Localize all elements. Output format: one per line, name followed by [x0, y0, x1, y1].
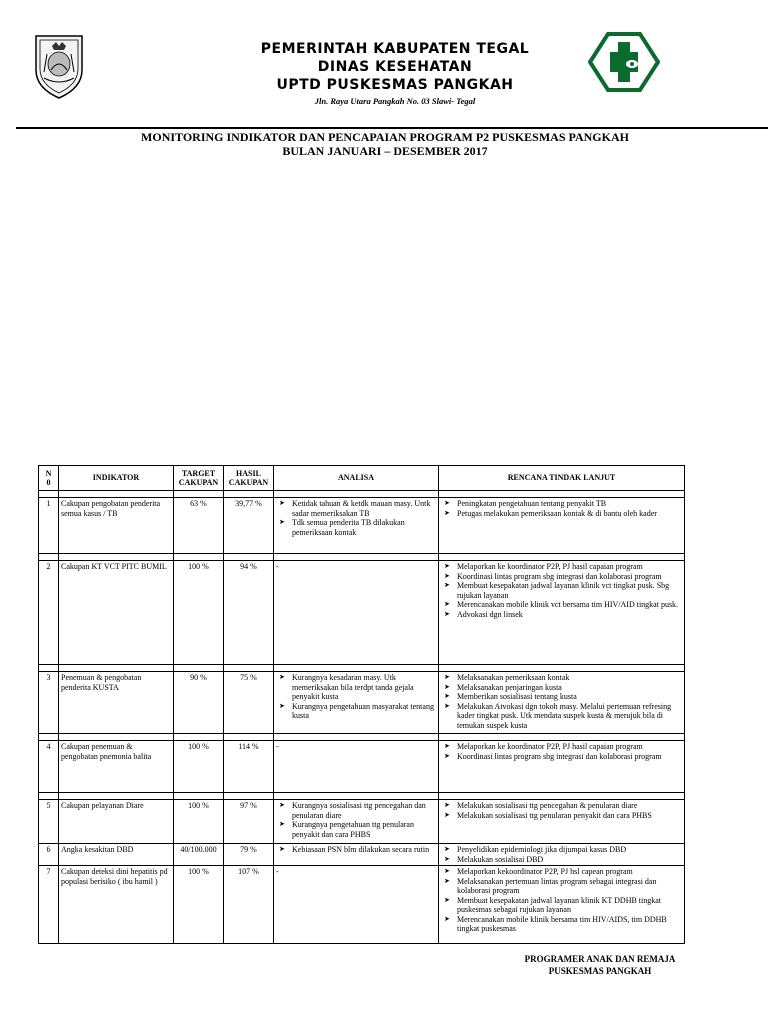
tegal-regency-emblem-icon	[30, 32, 88, 100]
row-target: 100 %	[174, 561, 224, 665]
document-title	[60, 130, 710, 158]
row-number: 7	[39, 866, 59, 944]
row-rencana-list	[441, 867, 682, 934]
table-body	[39, 491, 685, 944]
list-item: ➤ Membuat kesepakatan jadwal layanan klinik vct tingkat pusk. Sbg rujukan layanan	[457, 581, 682, 600]
table-row	[39, 741, 685, 793]
monitoring-table	[38, 465, 685, 944]
row-rencana	[439, 561, 685, 665]
spacer-row	[39, 665, 685, 672]
list-item: ➤ Kebiasaan PSN blm dilakukan secara rutin	[292, 845, 436, 855]
spacer-row	[39, 491, 685, 498]
row-hasil: 114 %	[224, 741, 274, 793]
row-analisa	[274, 672, 439, 734]
spacer-cell	[174, 665, 224, 672]
list-item: ➤ Merencanakan mobile klinik bersama tim HIV/AIDS, tim DDHB tingkat puskesmas	[457, 915, 682, 934]
spacer-cell	[39, 491, 59, 498]
row-hasil: 97 %	[224, 800, 274, 844]
list-item: ➤ Koordinasi lintas program sbg integrasi dan kolaborasi program	[457, 572, 682, 582]
spacer-cell	[224, 491, 274, 498]
row-rencana-list	[441, 801, 682, 820]
spacer-cell	[224, 554, 274, 561]
list-item: ➤ Tdk semua penderita TB dilakukan pemeriksaan kontak	[292, 518, 436, 537]
department-name: DINAS KESEHATAN	[317, 59, 473, 75]
row-rencana-list	[441, 845, 682, 864]
row-analisa	[274, 741, 439, 793]
spacer-cell	[224, 665, 274, 672]
header-target: TARGET CAKUPAN	[174, 466, 224, 491]
table-row	[39, 844, 685, 866]
spacer-cell	[174, 554, 224, 561]
signature-block	[500, 953, 700, 977]
list-item: ➤ Merencanakan mobile klinik vct bersama tim HIV/AID tingkat pusk.	[457, 600, 682, 610]
row-indikator: Cakupan KT VCT PITC BUMIL	[59, 561, 174, 665]
row-hasil: 94 %	[224, 561, 274, 665]
list-item: ➤ Kurangnya sosialisasi ttg pencegahan dan penularan diare	[292, 801, 436, 820]
spacer-cell	[59, 554, 174, 561]
spacer-cell	[39, 554, 59, 561]
spacer-cell	[439, 491, 685, 498]
spacer-cell	[224, 793, 274, 800]
header-rencana: RENCANA TINDAK LANJUT	[439, 466, 685, 491]
row-number: 1	[39, 498, 59, 554]
signature-title: PROGRAMER ANAK DAN REMAJA	[524, 954, 676, 964]
government-name: PEMERINTAH KABUPATEN TEGAL	[260, 41, 530, 57]
list-item: ➤ Memberikan sosialisasi tentang kusta	[457, 692, 682, 702]
list-item: ➤ Melaksanakan pertemuan lintas program sebagai integrasi dan kolaborasi program	[457, 877, 682, 896]
row-analisa-list	[276, 845, 436, 855]
row-rencana-list	[441, 562, 682, 619]
spacer-row	[39, 554, 685, 561]
row-rencana	[439, 800, 685, 844]
row-number: 3	[39, 672, 59, 734]
spacer-cell	[439, 554, 685, 561]
list-item: ➤ Melakukan sosialisasi ttg pencegahan & penularan diare	[457, 801, 682, 811]
spacer-cell	[39, 665, 59, 672]
letterhead-text	[180, 40, 610, 106]
row-analisa-text: -	[276, 867, 279, 876]
row-analisa	[274, 498, 439, 554]
spacer-cell	[174, 491, 224, 498]
title-line-2: BULAN JANUARI – DESEMBER 2017	[282, 144, 488, 158]
title-line-1: MONITORING INDIKATOR DAN PENCAPAIAN PROGRAM P2 PUSKESMAS PANGKAH	[141, 130, 629, 144]
list-item: ➤ Melakukan sosialisai DBD	[457, 855, 682, 865]
spacer-cell	[39, 793, 59, 800]
row-number: 2	[39, 561, 59, 665]
row-number: 6	[39, 844, 59, 866]
spacer-cell	[439, 734, 685, 741]
row-indikator: Cakupan pelayanan Diare	[59, 800, 174, 844]
row-rencana	[439, 672, 685, 734]
row-rencana	[439, 498, 685, 554]
header-no: N 0	[39, 466, 59, 491]
spacer-cell	[59, 793, 174, 800]
table-row	[39, 561, 685, 665]
spacer-row	[39, 793, 685, 800]
row-analisa	[274, 866, 439, 944]
table-row	[39, 866, 685, 944]
row-rencana	[439, 866, 685, 944]
row-analisa	[274, 800, 439, 844]
list-item: ➤ Melaporkan ke koordinator P2P, PJ hasil capaian program	[457, 562, 682, 572]
row-analisa-list	[276, 801, 436, 839]
list-item: ➤ Kurangnya pengetahuan ttg penularan penyakit dan cara PHBS	[292, 820, 436, 839]
spacer-cell	[224, 734, 274, 741]
puskesmas-name: UPTD PUSKESMAS PANGKAH	[276, 77, 514, 93]
list-item: ➤ Petugas melakukan pemeriksaan kontak & di bantu oleh kader	[457, 509, 682, 519]
row-indikator: Penemuan & pengobatan penderita KUSTA	[59, 672, 174, 734]
signature-org: PUSKESMAS PANGKAH	[548, 966, 652, 976]
row-target: 100 %	[174, 866, 224, 944]
spacer-cell	[274, 491, 439, 498]
row-analisa	[274, 561, 439, 665]
spacer-cell	[274, 793, 439, 800]
row-analisa-text: -	[276, 742, 279, 751]
row-target: 40/100.000	[174, 844, 224, 866]
row-rencana	[439, 844, 685, 866]
row-target: 100 %	[174, 741, 224, 793]
spacer-cell	[174, 734, 224, 741]
spacer-cell	[439, 665, 685, 672]
header-indikator: INDIKATOR	[59, 466, 174, 491]
table-row	[39, 498, 685, 554]
row-rencana	[439, 741, 685, 793]
list-item: ➤ Ketidak tahuan & ketdk mauan masy. Untk sadar memeriksakan TB	[292, 499, 436, 518]
spacer-cell	[274, 734, 439, 741]
row-indikator: Cakupan penemuan & pengobatan pnemonia balita	[59, 741, 174, 793]
spacer-cell	[39, 734, 59, 741]
list-item: ➤ Melaksanakan penjaringan kusta	[457, 683, 682, 693]
row-rencana-list	[441, 673, 682, 730]
list-item: ➤ Kurangnya kesadaran masy. Utk memeriksakan bila terdpt tanda gejala penyakit kusta	[292, 673, 436, 702]
spacer-cell	[59, 491, 174, 498]
row-rencana-list	[441, 499, 682, 518]
table-header-row	[39, 466, 685, 491]
row-target: 63 %	[174, 498, 224, 554]
list-item: ➤ Kurangnya pengetahuan masyarakat tentang kusta	[292, 702, 436, 721]
row-analisa	[274, 844, 439, 866]
puskesmas-logo-icon	[588, 32, 660, 92]
row-target: 100 %	[174, 800, 224, 844]
list-item: ➤ Membuat kesepakatan jadwal layanan klinik KT DDHB tingkat puskesmas sebagai rujukan layanan	[457, 896, 682, 915]
spacer-cell	[59, 734, 174, 741]
table-row	[39, 672, 685, 734]
spacer-cell	[174, 793, 224, 800]
row-number: 4	[39, 741, 59, 793]
spacer-cell	[59, 665, 174, 672]
row-hasil: 79 %	[224, 844, 274, 866]
list-item: ➤ Peningkatan pengetahuan tentang penyakit TB	[457, 499, 682, 509]
spacer-cell	[439, 793, 685, 800]
list-item: ➤ Melaporkan ke koordinator P2P, PJ hasil capaian program	[457, 742, 682, 752]
row-hasil: 39,77 %	[224, 498, 274, 554]
row-analisa-text: -	[276, 562, 279, 571]
table-row	[39, 800, 685, 844]
row-hasil: 107 %	[224, 866, 274, 944]
row-indikator: Cakupan deteksi dini hepatitis pd populasi berisiko ( ibu hamil )	[59, 866, 174, 944]
list-item: ➤ Melaksanakan pemeriksaan kontak	[457, 673, 682, 683]
row-analisa-list	[276, 499, 436, 537]
row-number: 5	[39, 800, 59, 844]
row-target: 90 %	[174, 672, 224, 734]
spacer-cell	[274, 554, 439, 561]
row-indikator: Angka kesakitan DBD	[59, 844, 174, 866]
address: Jln. Raya Utara Pangkah No. 03 Slawi- Tegal	[314, 96, 476, 106]
letterhead	[0, 0, 768, 130]
list-item: ➤ Koordinasi lintas program sbg integrasi dan kolaborasi program	[457, 752, 682, 762]
header-analisa: ANALISA	[274, 466, 439, 491]
header-divider	[16, 127, 768, 129]
row-rencana-list	[441, 742, 682, 761]
spacer-cell	[274, 665, 439, 672]
list-item: ➤ Melakukan sosialisasi ttg penularan penyakit dan cara PHBS	[457, 811, 682, 821]
header-hasil: HASIL CAKUPAN	[224, 466, 274, 491]
spacer-row	[39, 734, 685, 741]
row-indikator: Cakupan pengobatan penderita semua kasus / TB	[59, 498, 174, 554]
row-hasil: 75 %	[224, 672, 274, 734]
list-item: ➤ Melaporkan kekoordinator P2P, PJ hsl capean program	[457, 867, 682, 877]
row-analisa-list	[276, 673, 436, 721]
list-item: ➤ Advokasi dgn linsek	[457, 610, 682, 620]
list-item: ➤ Melakukan Atvokasi dgn tokoh masy. Melalui pertemuan refresing kader tingkat pusk. Utk mendata suspek kusta & merujuk bila di temukan suspek kusta	[457, 702, 682, 731]
list-item: ➤ Penyelidikan epidemiologi jika dijumpai kasus DBD	[457, 845, 682, 855]
